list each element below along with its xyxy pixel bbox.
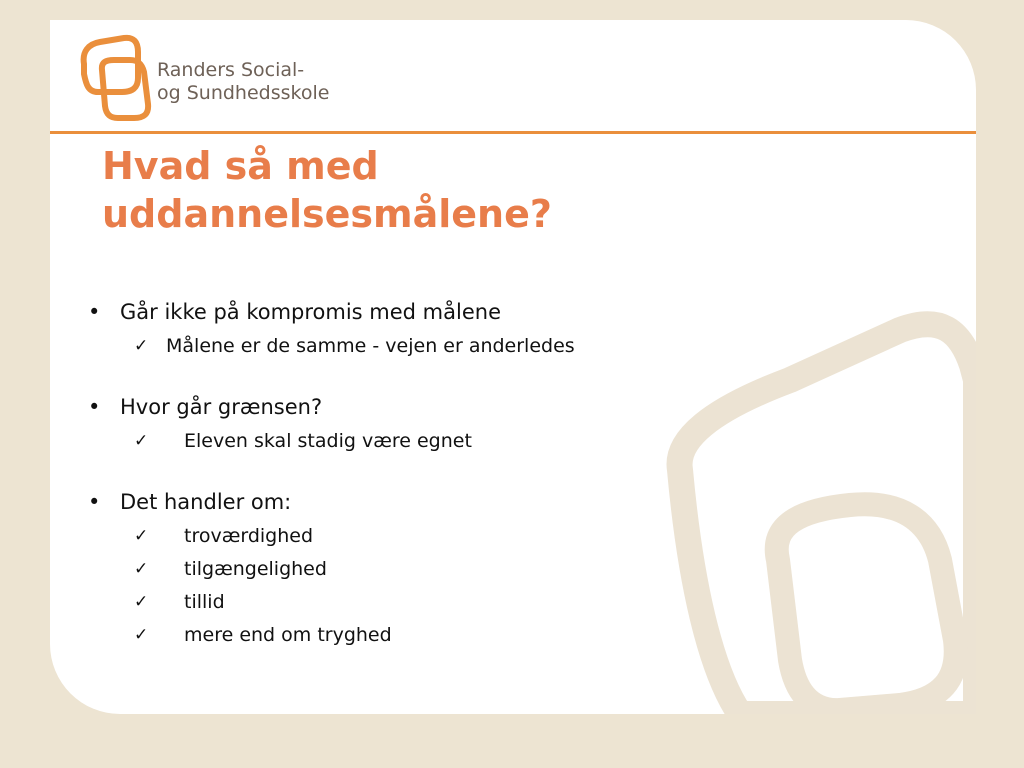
sub-item: [120, 586, 575, 619]
slide-title: [102, 142, 552, 238]
bullet-item: [88, 488, 575, 652]
logo-icon: [74, 34, 154, 124]
sub-item-text: troværdighed: [184, 525, 314, 547]
sub-item: [120, 619, 575, 652]
sub-item-text: tilgængelighed: [184, 558, 327, 580]
bullet-dot-icon: •: [88, 395, 101, 419]
logo-text: [157, 59, 329, 105]
header-rule: [50, 131, 976, 134]
slide-title-line-1: Hvad så med: [102, 144, 379, 188]
checkmark-icon: ✓: [134, 559, 149, 579]
checkmark-icon: ✓: [134, 526, 149, 546]
slide: [50, 20, 976, 714]
checkmark-icon: ✓: [134, 625, 149, 645]
sub-item-text: mere end om tryghed: [184, 624, 392, 646]
bullet-text: Går ikke på kompromis med målene: [120, 300, 501, 324]
sub-list: [120, 425, 575, 458]
sub-item-text: Eleven skal stadig være egnet: [184, 430, 472, 452]
checkmark-icon: ✓: [134, 431, 149, 451]
sub-item-text: Målene er de samme - vejen er anderledes: [166, 335, 575, 357]
sub-item: [120, 425, 575, 458]
bullet-item: [88, 298, 575, 363]
bullet-dot-icon: •: [88, 490, 101, 514]
bullet-item: [88, 393, 575, 458]
sub-item: [120, 553, 575, 586]
bullet-dot-icon: •: [88, 300, 101, 324]
sub-list: [120, 330, 575, 363]
checkmark-icon: ✓: [134, 336, 149, 356]
bullet-list: [88, 298, 575, 652]
sub-item-text: tillid: [184, 591, 225, 613]
logo-line-2: og Sundhedsskole: [157, 82, 330, 104]
sub-list: [120, 520, 575, 652]
sub-item: [120, 520, 575, 553]
bullet-text: Hvor går grænsen?: [120, 395, 323, 419]
logo-line-1: Randers Social-: [157, 59, 305, 81]
sub-item: [120, 330, 575, 363]
slide-title-line-2: uddannelsesmålene?: [102, 192, 552, 236]
bullet-text: Det handler om:: [120, 490, 292, 514]
checkmark-icon: ✓: [134, 592, 149, 612]
